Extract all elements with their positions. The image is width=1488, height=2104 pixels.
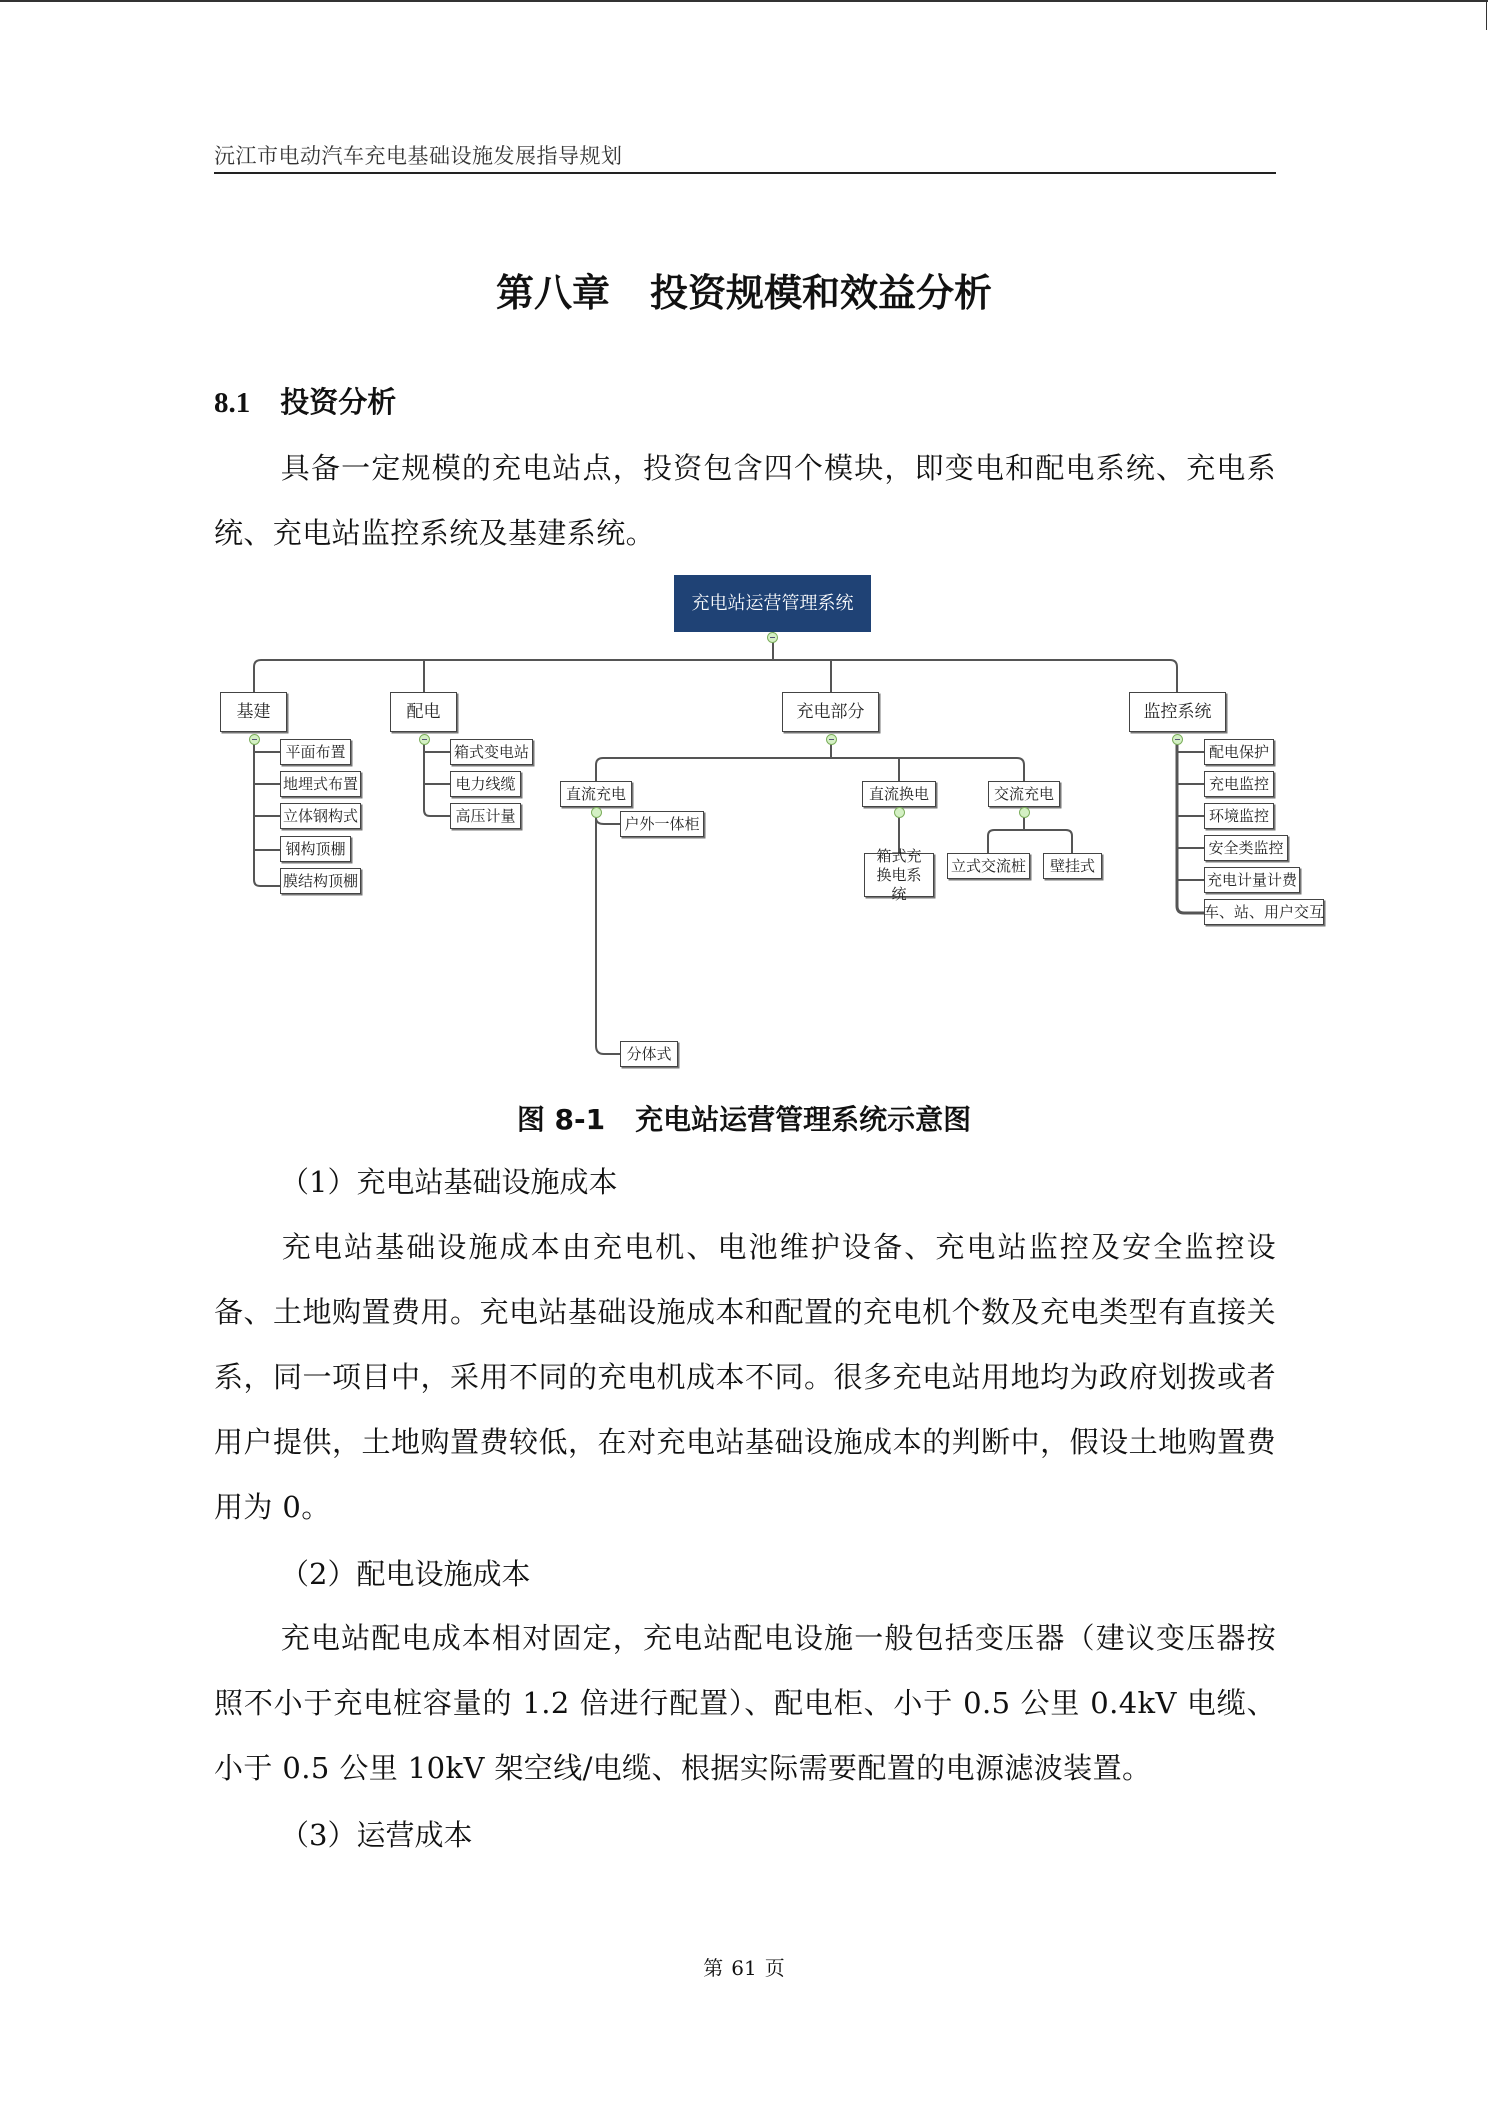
item-body-1 — [214, 1215, 1276, 1540]
connector-chongdian-bus — [596, 758, 1024, 784]
node-jijian[interactable]: 基建 — [220, 692, 287, 732]
node-leaf[interactable]: 电力线缆 — [450, 771, 521, 797]
node-jiankong[interactable]: 监控系统 — [1129, 692, 1226, 732]
collapse-toggle-icon[interactable] — [1172, 734, 1183, 745]
node-leaf[interactable]: 充电监控 — [1204, 771, 1274, 797]
node-dc-swap[interactable]: 直流换电 — [862, 781, 936, 807]
node-leaf[interactable]: 充电计量计费 — [1204, 867, 1300, 893]
figure-caption — [0, 1098, 1488, 1138]
chapter-number: 第八章 — [495, 271, 610, 315]
node-leaf[interactable]: 钢构顶棚 — [280, 836, 351, 862]
item-heading-1: （1）充电站基础设施成本 — [280, 1165, 618, 1199]
expand-toggle-icon[interactable] — [1019, 807, 1030, 818]
connector-main-bus — [254, 660, 1177, 692]
expand-toggle-icon[interactable] — [894, 807, 905, 818]
item-body-1-text: 充电站基础设施成本由充电机、电池维护设备、充电站监控及安全监控设备、土地购置费用。充电站基础设施成本和配置的充电机个数及充电类型有直接关系，同一项目中，采用不同的充电机成本不同。很多充电站用地均为政府划拨或者用户提供，土地购置费较低，在对充电站基础设施成本的判断中，假设土地购置费用为 0。 — [214, 1230, 1276, 1524]
item-body-2 — [214, 1606, 1276, 1801]
section-number: 8.1 — [214, 387, 251, 419]
node-chongdian[interactable]: 充电部分 — [782, 692, 879, 732]
node-leaf[interactable]: 安全类监控 — [1204, 835, 1288, 861]
page-prefix: 第 — [703, 1956, 724, 1980]
collapse-toggle-icon[interactable] — [419, 734, 430, 745]
connector-peidian-trunk — [424, 735, 450, 816]
node-leaf[interactable]: 箱式变电站 — [450, 739, 533, 765]
page-suffix: 页 — [764, 1956, 785, 1980]
page-number — [0, 1952, 1488, 1981]
expand-toggle-icon[interactable] — [591, 807, 602, 818]
figure-number: 图 8-1 — [516, 1103, 606, 1136]
connector-jijian-trunk — [254, 735, 280, 886]
node-leaf[interactable]: 壁挂式 — [1043, 853, 1102, 879]
node-leaf[interactable]: 膜结构顶棚 — [280, 868, 361, 894]
header-rule — [214, 172, 1276, 174]
connector-jiankong-trunk — [1177, 735, 1204, 913]
node-ac-charging[interactable]: 交流充电 — [988, 781, 1060, 807]
item-body-2-text: 充电站配电成本相对固定，充电站配电设施一般包括变压器（建议变压器按照不小于充电桩容量的 1.2 倍进行配置）、配电柜、小于 0.5 公里 0.4kV 电缆、小于 0.5 公里 10kV 架空线/电缆、根据实际需要配置的电源滤波装置。 — [214, 1621, 1276, 1785]
chapter-title — [0, 262, 1488, 317]
page-right-border — [1486, 0, 1487, 30]
node-leaf[interactable]: 户外一体柜 — [620, 811, 704, 837]
node-leaf[interactable]: 立体钢构式 — [280, 803, 361, 829]
node-leaf[interactable]: 立式交流桩 — [947, 853, 1030, 879]
section-title — [214, 380, 396, 421]
page-top-border — [0, 0, 1488, 2]
node-leaf[interactable]: 地埋式布置 — [280, 771, 361, 797]
section-name: 投资分析 — [280, 385, 397, 419]
node-dc-charging[interactable]: 直流充电 — [560, 781, 632, 807]
node-leaf[interactable]: 环境监控 — [1204, 803, 1274, 829]
intro-paragraph — [214, 436, 1276, 566]
node-leaf[interactable]: 车、站、用户交互 — [1204, 899, 1324, 925]
intro-paragraph-text: 具备一定规模的充电站点，投资包含四个模块，即变电和配电系统、充电系统、充电站监控系统及基建系统。 — [214, 451, 1276, 550]
node-leaf[interactable]: 配电保护 — [1204, 739, 1274, 765]
page-value: 61 — [731, 1956, 757, 1980]
item-heading-3: （3）运营成本 — [280, 1818, 473, 1852]
node-peidian[interactable]: 配电 — [390, 692, 457, 732]
collapse-toggle-icon[interactable] — [826, 734, 837, 745]
item-heading-2: （2）配电设施成本 — [280, 1557, 531, 1591]
node-leaf[interactable]: 分体式 — [620, 1041, 678, 1067]
connector-dc-trunk — [596, 813, 620, 1054]
figure-title: 充电站运营管理系统示意图 — [635, 1103, 972, 1136]
running-header: 沅江市电动汽车充电基础设施发展指导规划 — [214, 144, 623, 168]
node-leaf[interactable]: 高压计量 — [450, 803, 521, 829]
collapse-toggle-icon[interactable] — [767, 632, 778, 643]
node-leaf[interactable]: 箱式充换电系统 — [864, 853, 934, 897]
diagram-root-node[interactable]: 充电站运营管理系统 — [674, 575, 871, 632]
chapter-name: 投资规模和效益分析 — [650, 271, 993, 315]
collapse-toggle-icon[interactable] — [249, 734, 260, 745]
node-leaf[interactable]: 平面布置 — [280, 739, 351, 765]
